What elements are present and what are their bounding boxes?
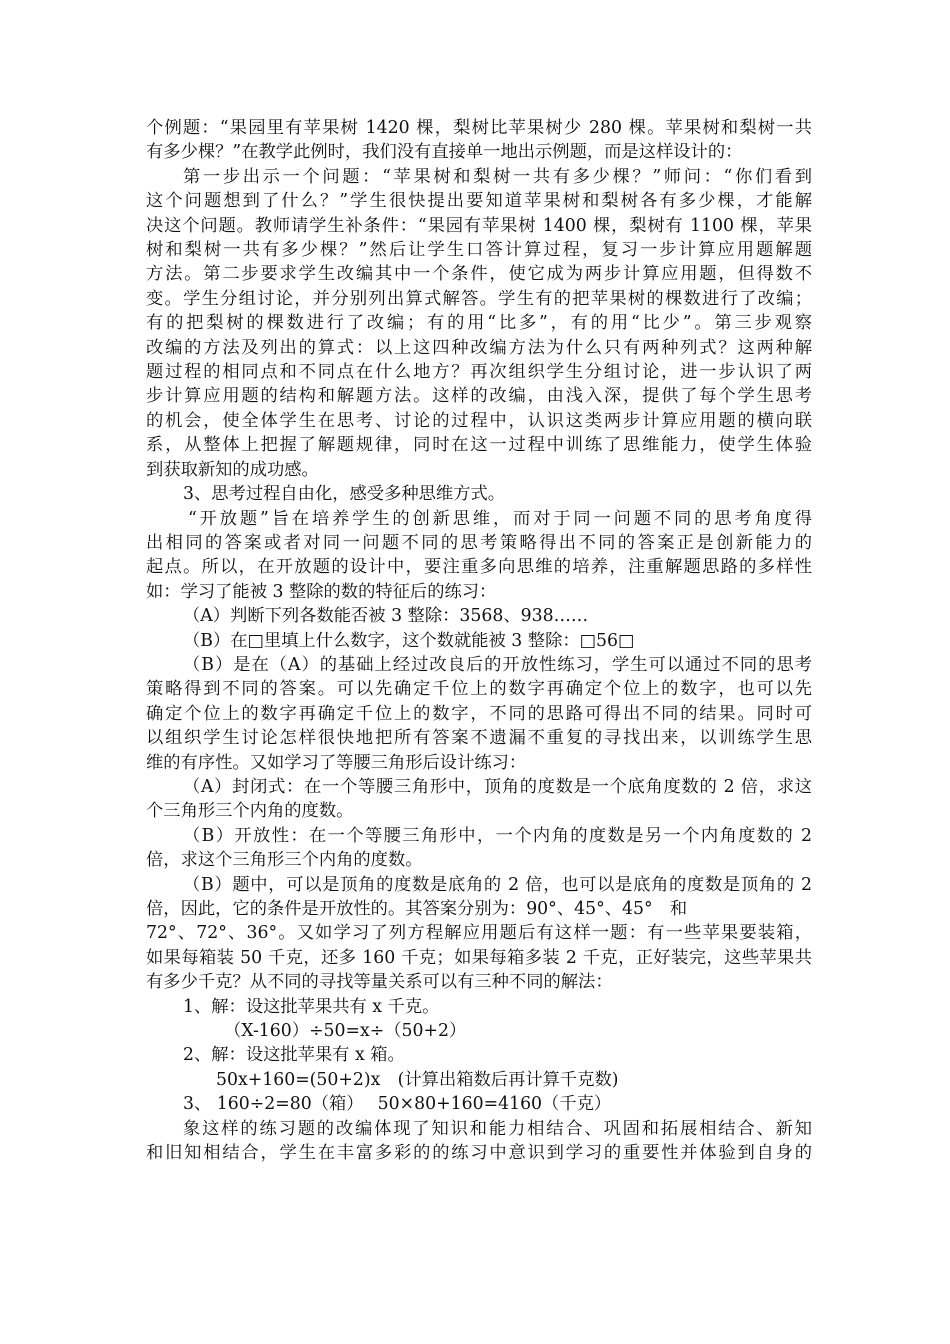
text-line: 倍，求这个三角形三个内角的度数。: [146, 850, 423, 871]
text-line: 有的把梨树的棵数进行了改编；有的用“比多”，有的用“比少”。第三步观察: [146, 313, 812, 334]
text-line: 变。学生分组讨论，并分别列出算式解答。学生有的把苹果树的棵数进行了改编；: [146, 288, 812, 309]
document-body: [146, 116, 812, 1165]
text-line: 起点。所以，在开放题的设计中，要注重多向思维的培养，注重解题思路的多样性: [146, 557, 812, 578]
text-line: “开放题”旨在培养学生的创新思维，而对于同一问题不同的思考角度得: [188, 508, 812, 529]
text-line: 象这样的练习题的改编体现了知识和能力相结合、巩固和拓展相结合、新知: [183, 1118, 812, 1139]
text-line: 个例题：“果园里有苹果树 1420 棵，梨树比苹果树少 280 棵。苹果树和梨树一共: [146, 118, 812, 138]
text-line: 决这个问题。教师请学生补条件：“果园有苹果树 1400 棵，梨树有 1100 棵，苹果: [146, 215, 812, 236]
text-line: 3、 160÷2=80（箱） 50×80+160=4160（千克）: [183, 1094, 612, 1115]
text-line: 3、思考过程自由化，感受多种思维方式。: [183, 484, 506, 505]
text-line: 有多少棵？”在教学此例时，我们没有直接单一地出示例题，而是这样设计的：: [146, 142, 743, 163]
text-line: 以组织学生讨论怎样很快地把所有答案不遗漏不重复的寻找出来，以训练学生思: [146, 728, 812, 749]
text-line: （B）题中，可以是顶角的度数是底角的 2 倍，也可以是底角的度数是顶角的 2: [183, 874, 812, 895]
text-line: 1、解：设这批苹果共有 x 千克。: [183, 996, 440, 1017]
text-line: 有多少千克？从不同的寻找等量关系可以有三种不同的解法：: [146, 972, 613, 993]
text-line: 第一步出示一个问题：“苹果树和梨树一共有多少棵？”师问：“你们看到: [183, 166, 812, 187]
text-line: （B）开放性：在一个等腰三角形中，一个内角的度数是另一个内角度数的 2: [183, 825, 812, 846]
text-line: 到获取新知的成功感。: [146, 459, 319, 480]
text-line: 步计算应用题的结构和解题方法。这样的改编，由浅入深，提供了每个学生思考: [146, 386, 812, 407]
text-line: （A）封闭式：在一个等腰三角形中，顶角的度数是一个底角度数的 2 倍，求这: [183, 776, 812, 797]
text-line: （B）是在（A）的基础上经过改良后的开放性练习，学生可以通过不同的思考: [183, 654, 812, 675]
text-line: 如果每箱装 50 千克，还多 160 千克；如果每箱多装 2 千克，正好装完，这些苹果共: [146, 947, 812, 968]
text-line: 50x+160=(50+2)x (计算出箱数后再计算千克数): [216, 1069, 619, 1090]
text-line: 倍，因此，它的条件是开放性的。其答案分别为：90°、45°、45° 和: [146, 899, 688, 919]
text-line: 树和梨树一共有多少棵？”然后让学生口答计算过程，复习一步计算应用题解题: [146, 240, 812, 261]
text-line: （B）在□里填上什么数字，这个数就能被 3 整除：□56□: [183, 630, 635, 651]
text-line: 2、解：设这批苹果有 x 箱。: [183, 1045, 405, 1066]
text-line: 个三角形三个内角的度数。: [146, 801, 354, 822]
text-line: 如：学习了能被 3 整除的数的特征后的练习：: [146, 581, 497, 602]
text-line: 维的有序性。又如学习了等腰三角形后设计练习：: [146, 752, 527, 773]
text-line: 确定个位上的数字再确定千位上的数字，不同的思路可得出不同的结果。同时可: [146, 703, 812, 724]
text-line: 策略得到不同的答案。可以先确定千位上的数字再确定个位上的数字，也可以先: [146, 679, 812, 700]
text-line: 出相同的答案或者对同一问题不同的思考策略得出不同的答案正是创新能力的: [146, 532, 812, 553]
text-line: （A）判断下列各数能否被 3 整除：3568、938……: [183, 606, 589, 627]
text-line: （X-160）÷50=x÷（50+2）: [224, 1021, 467, 1042]
text-line: 的机会，使全体学生在思考、讨论的过程中，认识这类两步计算应用题的横向联: [146, 410, 812, 431]
text-line: 方法。第二步要求学生改编其中一个条件，使它成为两步计算应用题，但得数不: [146, 264, 812, 285]
text-line: 和旧知相结合，学生在丰富多彩的的练习中意识到学习的重要性并体验到自身的: [146, 1143, 812, 1164]
text-line: 72°、72°、36°。又如学习了列方程解应用题后有这样一题：有一些苹果要装箱，: [146, 923, 812, 944]
text-line: 这个问题想到了什么？”学生很快提出要知道苹果树和梨树各有多少棵，才能解: [146, 191, 812, 212]
text-line: 系，从整体上把握了解题规律，同时在这一过程中训练了思维能力，使学生体验: [146, 435, 812, 456]
text-line: 题过程的相同点和不同点在什么地方？再次组织学生分组讨论，进一步认识了两: [146, 362, 812, 383]
text-line: 改编的方法及列出的算式：以上这四种改编方法为什么只有两种列式？这两种解: [146, 337, 812, 358]
